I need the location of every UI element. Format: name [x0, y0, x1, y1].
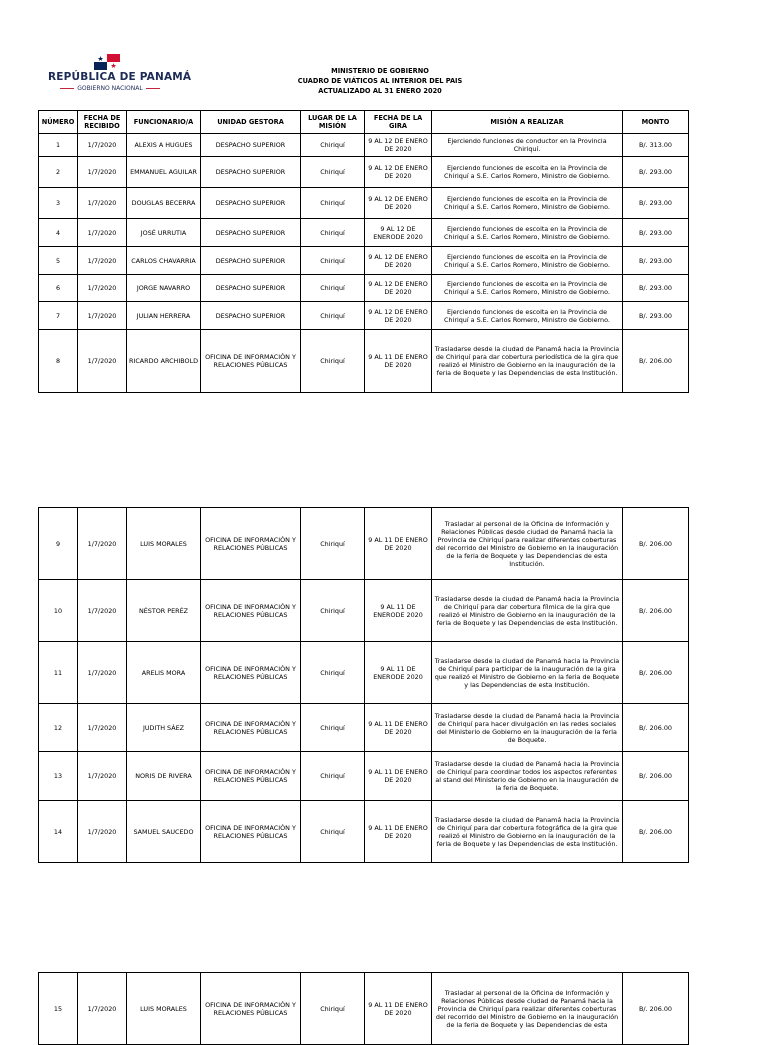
fecha-gira-cell: 9 AL 11 DE ENERO DE 2020 — [365, 752, 432, 801]
unidad-gestora-cell: DESPACHO SUPERIOR — [201, 134, 301, 157]
row-number-cell: 11 — [39, 642, 78, 704]
mision-cell: Trasladarse desde la ciudad de Panamá hacia la Provincia de Chiriquí para hacer divulgación en las redes sociales del Ministerio de Gobierno en la inauguración de la feria de Boquete. — [432, 704, 623, 752]
monto-cell: B/. 206.00 — [623, 801, 689, 863]
unidad-gestora-cell: OFICINA DE INFORMACIÓN Y RELACIONES PÚBLICAS — [201, 330, 301, 393]
fecha-gira-cell: 9 AL 11 DE ENERO DE 2020 — [365, 508, 432, 580]
fecha-recibido-cell: 1/7/2020 — [78, 157, 127, 188]
fecha-recibido-cell: 1/7/2020 — [78, 752, 127, 801]
republica-de-panama-logo — [48, 52, 192, 96]
table-row — [39, 157, 689, 188]
logo-subtitle-text: GOBIERNO NACIONAL — [77, 85, 143, 92]
table-row — [39, 247, 689, 275]
table-row — [39, 302, 689, 330]
fecha-recibido-cell: 1/7/2020 — [78, 508, 127, 580]
funcionario-cell: LUIS MORALES — [127, 973, 201, 1045]
fecha-gira-cell: 9 AL 12 DE ENERO DE 2020 — [365, 188, 432, 219]
fecha-gira-cell: 9 AL 11 DE ENERODE 2020 — [365, 642, 432, 704]
logo-subtitle — [48, 85, 172, 92]
lugar-mision-cell: Chiriquí — [301, 973, 365, 1045]
table-row — [39, 704, 689, 752]
table-row — [39, 801, 689, 863]
table-row — [39, 330, 689, 393]
fecha-gira-cell: 9 AL 12 DE ENERODE 2020 — [365, 219, 432, 247]
row-number-cell: 5 — [39, 247, 78, 275]
funcionario-cell: JOSÉ URRUTIA — [127, 219, 201, 247]
fecha-recibido-cell: 1/7/2020 — [78, 134, 127, 157]
fecha-recibido-cell: 1/7/2020 — [78, 275, 127, 302]
monto-cell: B/. 206.00 — [623, 973, 689, 1045]
mision-cell: Ejerciendo funciones de escolta en la Provincia de Chiriquí a S.E. Carlos Romero, Ministro de Gobierno. — [432, 219, 623, 247]
unidad-gestora-cell: DESPACHO SUPERIOR — [201, 302, 301, 330]
fecha-recibido-cell: 1/7/2020 — [78, 302, 127, 330]
unidad-gestora-cell: DESPACHO SUPERIOR — [201, 219, 301, 247]
fecha-recibido-cell: 1/7/2020 — [78, 704, 127, 752]
funcionario-cell: RICARDO ARCHIBOLD — [127, 330, 201, 393]
lugar-mision-cell: Chiriquí — [301, 330, 365, 393]
table-row — [39, 275, 689, 302]
unidad-gestora-cell: DESPACHO SUPERIOR — [201, 275, 301, 302]
lugar-mision-cell: Chiriquí — [301, 642, 365, 704]
document-header — [230, 66, 530, 96]
mision-cell: Trasladarse desde la ciudad de Panamá hacia la Provincia de Chiriquí para coordinar todos los aspectos referentes al stand del Ministerio de Gobierno en la inauguración de la feria de Boquete. — [432, 752, 623, 801]
viaticos-table-page-2 — [38, 507, 689, 863]
fecha-recibido-cell: 1/7/2020 — [78, 219, 127, 247]
row-number-cell: 13 — [39, 752, 78, 801]
monto-cell: B/. 206.00 — [623, 508, 689, 580]
column-header-funcionario: FUNCIONARIO/A — [127, 111, 201, 134]
table-row — [39, 134, 689, 157]
fecha-recibido-cell: 1/7/2020 — [78, 642, 127, 704]
column-header-fecha-gira: FECHA DE LA GIRA — [365, 111, 432, 134]
row-number-cell: 4 — [39, 219, 78, 247]
lugar-mision-cell: Chiriquí — [301, 508, 365, 580]
funcionario-cell: JUDITH SÁEZ — [127, 704, 201, 752]
unidad-gestora-cell: OFICINA DE INFORMACIÓN Y RELACIONES PÚBLICAS — [201, 642, 301, 704]
mision-cell: Trasladarse desde la ciudad de Panamá hacia la Provincia de Chiriquí para dar cobertura periodística de la gira que realizó el Ministro de Gobierno en la inauguración de la feria de Boquete y las Dependencias de esta Institución. — [432, 330, 623, 393]
monto-cell: B/. 293.00 — [623, 302, 689, 330]
fecha-gira-cell: 9 AL 12 DE ENERO DE 2020 — [365, 275, 432, 302]
report-title: CUADRO DE VIÁTICOS AL INTERIOR DEL PAIS — [297, 77, 463, 85]
table-row — [39, 973, 689, 1045]
table-row — [39, 219, 689, 247]
column-header-lugar-mision: LUGAR DE LA MISIÓN — [301, 111, 365, 134]
lugar-mision-cell: Chiriquí — [301, 580, 365, 642]
row-number-cell: 7 — [39, 302, 78, 330]
funcionario-cell: EMMANUEL AGUILAR — [127, 157, 201, 188]
row-number-cell: 12 — [39, 704, 78, 752]
mision-cell: Ejerciendo funciones de escolta en la Provincia de Chiriquí a S.E. Carlos Romero, Ministro de Gobierno. — [432, 302, 623, 330]
mision-cell: Ejerciendo funciones de escolta en la Provincia de Chiriquí a S.E. Carlos Romero, Ministro de Gobierno. — [432, 275, 623, 302]
unidad-gestora-cell: OFICINA DE INFORMACIÓN Y RELACIONES PÚBLICAS — [201, 973, 301, 1045]
column-header-mision: MISIÓN A REALIZAR — [432, 111, 623, 134]
lugar-mision-cell: Chiriquí — [301, 134, 365, 157]
logo-divider — [146, 88, 160, 89]
fecha-recibido-cell: 1/7/2020 — [78, 973, 127, 1045]
fecha-gira-cell: 9 AL 11 DE ENERO DE 2020 — [365, 801, 432, 863]
monto-cell: B/. 313.00 — [623, 134, 689, 157]
mision-cell: Trasladarse desde la ciudad de Panamá hacia la Provincia de Chiriquí para participar de la inauguración de la gira que realizó el Ministro de Gobierno en la feria de Boquete y las Dependencias de esta Institución. — [432, 642, 623, 704]
fecha-gira-cell: 9 AL 11 DE ENERODE 2020 — [365, 580, 432, 642]
fecha-recibido-cell: 1/7/2020 — [78, 580, 127, 642]
fecha-gira-cell: 9 AL 12 DE ENERO DE 2020 — [365, 247, 432, 275]
unidad-gestora-cell: DESPACHO SUPERIOR — [201, 188, 301, 219]
column-header-unidad-gestora: UNIDAD GESTORA — [201, 111, 301, 134]
table-row — [39, 580, 689, 642]
fecha-gira-cell: 9 AL 12 DE ENERO DE 2020 — [365, 134, 432, 157]
mision-cell: Trasladar al personal de la Oficina de Información y Relaciones Públicas desde ciudad de Panamá hacia la Provincia de Chiriquí para realizar diferentes coberturas del recorrido del Ministro de Gobierno en la inauguración de la feria de Boquete y las Dependencias de esta Institución. — [432, 508, 623, 580]
mision-cell: Ejerciendo funciones de escolta en la Provincia de Chiriquí a S.E. Carlos Romero, Ministro de Gobierno. — [432, 188, 623, 219]
fecha-recibido-cell: 1/7/2020 — [78, 801, 127, 863]
monto-cell: B/. 206.00 — [623, 330, 689, 393]
monto-cell: B/. 206.00 — [623, 642, 689, 704]
funcionario-cell: LUIS MORALES — [127, 508, 201, 580]
funcionario-cell: CARLOS CHAVARRIA — [127, 247, 201, 275]
table-row — [39, 188, 689, 219]
mision-cell: Trasladar al personal de la Oficina de Información y Relaciones Públicas desde ciudad de Panamá hacia la Provincia de Chiriquí para realizar diferentes coberturas del recorrido del Ministro de Gobierno en la inauguración de la feria de Boquete y las Dependencias de esta — [432, 973, 623, 1045]
funcionario-cell: NORIS DE RIVERA — [127, 752, 201, 801]
lugar-mision-cell: Chiriquí — [301, 157, 365, 188]
funcionario-cell: NÉSTOR PERÉZ — [127, 580, 201, 642]
fecha-recibido-cell: 1/7/2020 — [78, 330, 127, 393]
unidad-gestora-cell: DESPACHO SUPERIOR — [201, 247, 301, 275]
unidad-gestora-cell: DESPACHO SUPERIOR — [201, 157, 301, 188]
fecha-gira-cell: 9 AL 12 DE ENERO DE 2020 — [365, 157, 432, 188]
row-number-cell: 6 — [39, 275, 78, 302]
panama-flag-icon — [94, 54, 120, 70]
unidad-gestora-cell: OFICINA DE INFORMACIÓN Y RELACIONES PÚBLICAS — [201, 801, 301, 863]
unidad-gestora-cell: OFICINA DE INFORMACIÓN Y RELACIONES PÚBLICAS — [201, 752, 301, 801]
fecha-gira-cell: 9 AL 11 DE ENERO DE 2020 — [365, 330, 432, 393]
row-number-cell: 8 — [39, 330, 78, 393]
monto-cell: B/. 293.00 — [623, 157, 689, 188]
column-header-fecha-recibido: FECHA DE RECIBIDO — [78, 111, 127, 134]
lugar-mision-cell: Chiriquí — [301, 247, 365, 275]
lugar-mision-cell: Chiriquí — [301, 801, 365, 863]
fecha-gira-cell: 9 AL 12 DE ENERO DE 2020 — [365, 302, 432, 330]
row-number-cell: 3 — [39, 188, 78, 219]
row-number-cell: 9 — [39, 508, 78, 580]
column-header-numero: NÚMERO — [39, 111, 78, 134]
lugar-mision-cell: Chiriquí — [301, 302, 365, 330]
logo-divider — [60, 88, 74, 89]
funcionario-cell: JULIAN HERRERA — [127, 302, 201, 330]
viaticos-table-page-3 — [38, 972, 689, 1045]
monto-cell: B/. 293.00 — [623, 188, 689, 219]
fecha-gira-cell: 9 AL 11 DE ENERO DE 2020 — [365, 704, 432, 752]
mision-cell: Trasladarse desde la ciudad de Panamá hacia la Provincia de Chiriquí para dar cobertura fotográfica de la gira que realizó el Ministro de Gobierno en la inauguración de la feria de Boquete y las Dependencias de esta Institución. — [432, 801, 623, 863]
monto-cell: B/. 293.00 — [623, 247, 689, 275]
lugar-mision-cell: Chiriquí — [301, 752, 365, 801]
funcionario-cell: SAMUEL SAUCEDO — [127, 801, 201, 863]
mision-cell: Ejerciendo funciones de escolta en la Provincia de Chiriquí a S.E. Carlos Romero, Ministro de Gobierno. — [432, 157, 623, 188]
mision-cell: Trasladarse desde la ciudad de Panamá hacia la Provincia de Chiriquí para dar cobertura fílmica de la gira que realizó el Ministro de Gobierno en la inauguración de la feria de Boquete y las Dependencias de esta Institución. — [432, 580, 623, 642]
monto-cell: B/. 293.00 — [623, 219, 689, 247]
lugar-mision-cell: Chiriquí — [301, 188, 365, 219]
table-header-row — [39, 111, 689, 134]
row-number-cell: 2 — [39, 157, 78, 188]
unidad-gestora-cell: OFICINA DE INFORMACIÓN Y RELACIONES PÚBLICAS — [201, 508, 301, 580]
unidad-gestora-cell: OFICINA DE INFORMACIÓN Y RELACIONES PÚBLICAS — [201, 704, 301, 752]
funcionario-cell: DOUGLAS BECERRA — [127, 188, 201, 219]
monto-cell: B/. 206.00 — [623, 580, 689, 642]
row-number-cell: 1 — [39, 134, 78, 157]
mision-cell: Ejerciendo funciones de conductor en la Provincia Chiriquí. — [432, 134, 623, 157]
lugar-mision-cell: Chiriquí — [301, 275, 365, 302]
lugar-mision-cell: Chiriquí — [301, 219, 365, 247]
lugar-mision-cell: Chiriquí — [301, 704, 365, 752]
column-header-monto: MONTO — [623, 111, 689, 134]
viaticos-table-page-1 — [38, 110, 689, 393]
monto-cell: B/. 206.00 — [623, 704, 689, 752]
row-number-cell: 14 — [39, 801, 78, 863]
table-row — [39, 752, 689, 801]
ministry-name: MINISTERIO DE GOBIERNO — [331, 67, 429, 75]
report-date: ACTUALIZADO AL 31 ENERO 2020 — [318, 87, 442, 95]
logo-title: REPÚBLICA DE PANAMÁ — [48, 71, 192, 83]
table-row — [39, 508, 689, 580]
row-number-cell: 10 — [39, 580, 78, 642]
fecha-gira-cell: 9 AL 11 DE ENERO DE 2020 — [365, 973, 432, 1045]
funcionario-cell: JORGE NAVARRO — [127, 275, 201, 302]
mision-cell: Ejerciendo funciones de escolta en la Provincia de Chiriquí a S.E. Carlos Romero, Ministro de Gobierno. — [432, 247, 623, 275]
unidad-gestora-cell: OFICINA DE INFORMACIÓN Y RELACIONES PÚBLICAS — [201, 580, 301, 642]
table-row — [39, 642, 689, 704]
funcionario-cell: ARELIS MORA — [127, 642, 201, 704]
fecha-recibido-cell: 1/7/2020 — [78, 247, 127, 275]
monto-cell: B/. 293.00 — [623, 275, 689, 302]
funcionario-cell: ALEXIS A HUGUES — [127, 134, 201, 157]
fecha-recibido-cell: 1/7/2020 — [78, 188, 127, 219]
monto-cell: B/. 206.00 — [623, 752, 689, 801]
row-number-cell: 15 — [39, 973, 78, 1045]
